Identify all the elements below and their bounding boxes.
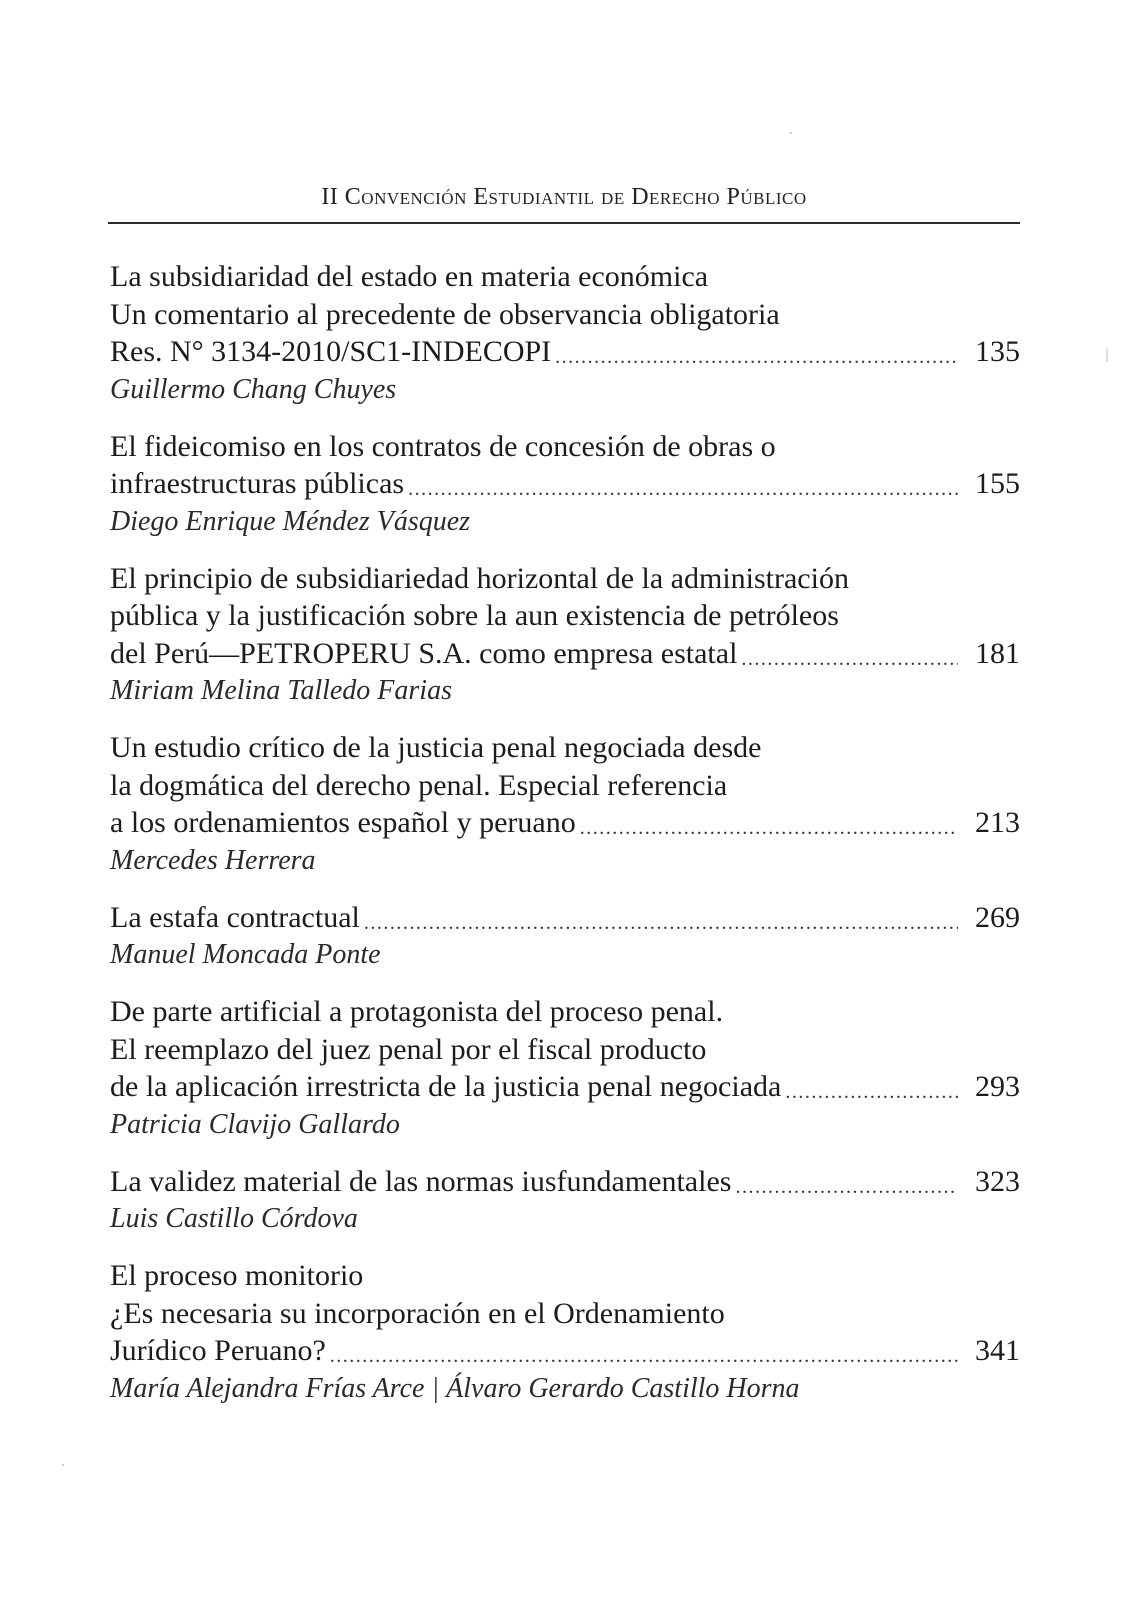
entry-title-line: ¿Es necesaria su incorporación en el Ordenamiento (110, 1296, 725, 1330)
header-rule (108, 222, 1020, 224)
entry-title-final-line (110, 1163, 1020, 1201)
dot-leader (364, 901, 958, 931)
toc-entry (110, 899, 1020, 974)
entry-title-line: Un comentario al precedente de observancia obligatoria (110, 297, 780, 331)
toc-entry (110, 560, 1020, 710)
scan-speck (62, 1464, 64, 1466)
scan-speck (1106, 348, 1108, 362)
running-header: II Convención Estudiantil de Derecho Público (321, 184, 807, 210)
toc-entry (110, 1163, 1020, 1238)
entry-title-text: La validez material de las normas iusfundamentales (110, 1164, 732, 1198)
toc-entry (110, 428, 1020, 540)
page-number: 269 (975, 900, 1020, 934)
entry-title-text: de la aplicación irrestricta de la justicia penal negociada (110, 1070, 782, 1103)
page-number: 341 (975, 1334, 1020, 1367)
entry-author: Diego Enrique Méndez Vásquez (110, 505, 471, 537)
entry-title-final-line (110, 465, 1020, 503)
page-number: 323 (975, 1164, 1020, 1198)
entry-title-final-line (110, 804, 1020, 842)
entry-title-text: del Perú—PETROPERU S.A. como empresa estatal (110, 636, 738, 670)
entry-title-text: Res. N° 3134-2010/SC1-INDECOPI (110, 335, 552, 368)
page-number: 135 (975, 335, 1020, 368)
page-number: 293 (975, 1070, 1020, 1103)
toc-entry (110, 258, 1020, 408)
entry-title-final-line (110, 333, 1020, 371)
entry-title-final-line (110, 635, 1020, 673)
entry-title-line: El proceso monitorio (110, 1259, 364, 1292)
entry-title-final-line (110, 1332, 1020, 1370)
entry-author: Miriam Melina Talledo Farias (110, 675, 452, 706)
entry-title-line: El principio de subsidiariedad horizontal de la administración (110, 561, 849, 595)
scan-speck (790, 132, 792, 134)
toc-entry (110, 1257, 1020, 1407)
entry-title-text: Jurídico Peruano? (110, 1334, 326, 1367)
entry-title-text: infraestructuras públicas (110, 467, 405, 500)
page-number: 213 (975, 806, 1020, 839)
entry-title-line: la dogmática del derecho penal. Especial referencia (110, 768, 728, 802)
entry-author: Luis Castillo Córdova (110, 1203, 358, 1234)
entry-title-text: La estafa contractual (110, 900, 360, 934)
dot-leader (580, 806, 958, 836)
toc-entry (110, 993, 1020, 1143)
dot-leader (555, 335, 958, 365)
entry-author: Guillermo Chang Chuyes (110, 373, 397, 405)
toc-entry (110, 729, 1020, 879)
entry-title-line: El fideicomiso en los contratos de concesión de obras o (110, 429, 776, 463)
dot-leader (330, 1334, 958, 1364)
entry-author: Mercedes Herrera (110, 844, 316, 876)
entry-author: María Alejandra Frías Arce | Álvaro Gerardo Castillo Horna (110, 1372, 800, 1404)
entry-title-line: pública y la justificación sobre la aun existencia de petróleos (110, 599, 839, 632)
page-number: 181 (975, 636, 1020, 670)
dot-leader (735, 1165, 958, 1195)
entry-title-line: De parte artificial a protagonista del proceso penal. (110, 995, 724, 1028)
entry-author: Manuel Moncada Ponte (110, 939, 381, 970)
entry-title-final-line (110, 1068, 1020, 1106)
table-of-contents (110, 258, 1020, 1427)
entry-title-final-line (110, 899, 1020, 937)
dot-leader (785, 1070, 958, 1100)
entry-title-text: a los ordenamientos español y peruano (110, 806, 576, 839)
entry-title-line: La subsidiaridad del estado en materia económica (110, 260, 709, 293)
page-number: 155 (975, 467, 1020, 500)
entry-author: Patricia Clavijo Gallardo (110, 1108, 400, 1140)
entry-title-line: El reemplazo del juez penal por el fiscal producto (110, 1032, 707, 1066)
entry-title-line: Un estudio crítico de la justicia penal negociada desde (110, 731, 762, 764)
dot-leader (741, 637, 958, 667)
dot-leader (408, 467, 958, 497)
